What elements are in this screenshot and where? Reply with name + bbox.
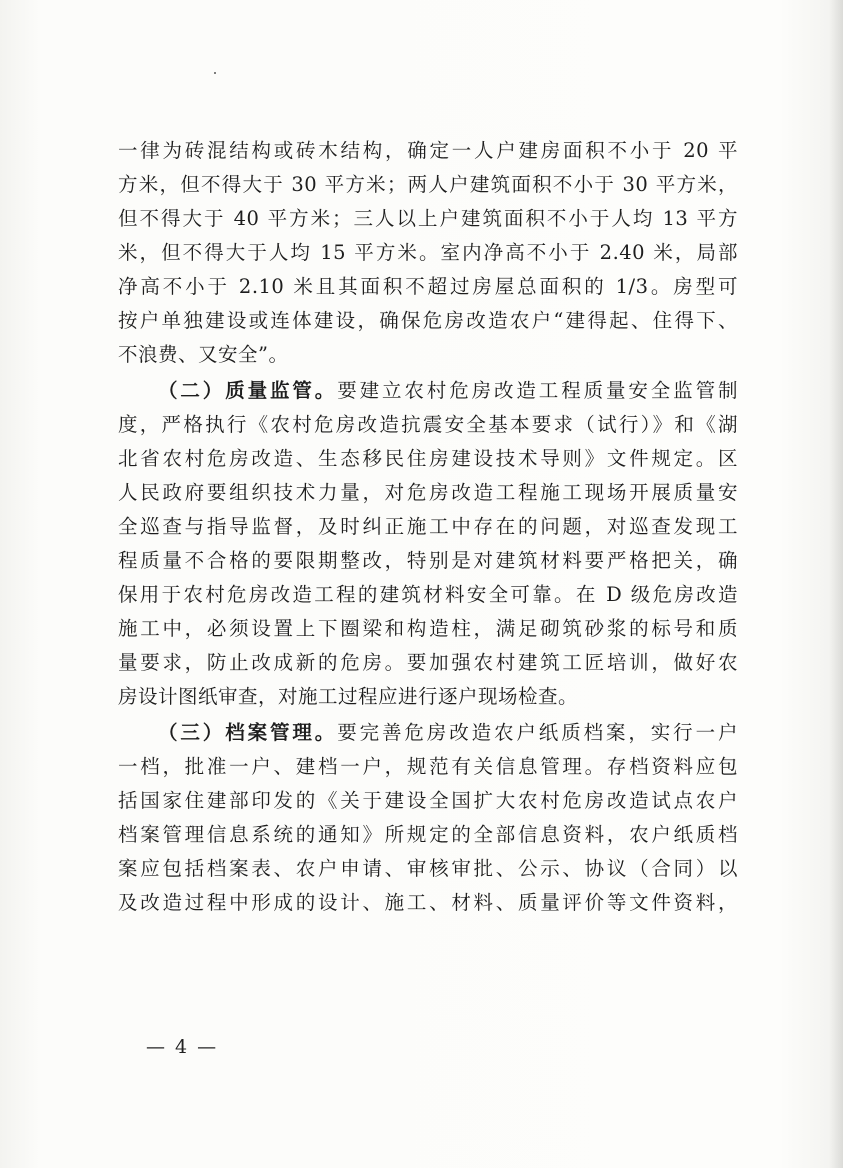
text-line: 保用于农村危房改造工程的建筑材料安全可靠。在 D 级危房改造 [118, 583, 738, 606]
text-line: 及改造过程中形成的设计、施工、材料、质量评价等文件资料， [118, 891, 738, 914]
text-line: 档案管理信息系统的通知》所规定的全部信息资料，农户纸质档 [118, 823, 738, 846]
text-line: 程质量不合格的要限期整改，特别是对建筑材料要严格把关，确 [118, 549, 738, 572]
paragraph-first-line [118, 716, 738, 750]
scan-edge-shadow [829, 0, 843, 1168]
text-line: 方米，但不得大于 30 平方米；两人户建筑面积不小于 30 平方米， [118, 173, 738, 196]
text-line: 按户单独建设或连体建设，确保危房改造农户“建得起、住得下、 [118, 309, 738, 332]
body-text [118, 134, 738, 920]
text-line: 米，但不得大于人均 15 平方米。室内净高不小于 2.40 米，局部 [118, 241, 738, 264]
paragraph-first-line [118, 374, 738, 408]
text-line: 全巡查与指导监督，及时纠正施工中存在的问题，对巡查发现工 [118, 515, 738, 538]
text-line: 一律为砖混结构或砖木结构，确定一人户建房面积不小于 20 平 [118, 139, 738, 162]
text-line: 括国家住建部印发的《关于建设全国扩大农村危房改造试点农户 [118, 789, 738, 812]
section-heading-archive: （三）档案管理。 [158, 721, 338, 744]
text-line: 度，严格执行《农村危房改造抗震安全基本要求（试行）》和《湖 [118, 413, 738, 436]
text-line: 一档，批准一户、建档一户，规范有关信息管理。存档资料应包 [118, 755, 738, 778]
text-line: 案应包括档案表、农户申请、审核审批、公示、协议（合同）以 [118, 857, 738, 880]
section-heading-quality: （二）质量监管。 [158, 379, 338, 402]
text-line: 人民政府要组织技术力量，对危房改造工程施工现场开展质量安 [118, 481, 738, 504]
text-line: 但不得大于 40 平方米；三人以上户建筑面积不小于人均 13 平方 [118, 207, 738, 230]
text-line: 不浪费、又安全”。 [118, 343, 289, 366]
text-line: 北省农村危房改造、生态移民住房建设技术导则》文件规定。区 [118, 447, 738, 470]
text-line: 施工中，必须设置上下圈梁和构造柱，满足砌筑砂浆的标号和质 [118, 617, 738, 640]
text-line: 房设计图纸审查，对施工过程应进行逐户现场检查。 [118, 685, 579, 708]
text-line: 量要求，防止改成新的危房。要加强农村建筑工匠培训，做好农 [118, 651, 738, 674]
page-number: — 4 — [146, 1036, 219, 1058]
scan-speck [214, 72, 216, 74]
text-line: 净高不小于 2.10 米且其面积不超过房屋总面积的 1/3。房型可 [118, 275, 738, 298]
text-span: 要完善危房改造农户纸质档案，实行一户 [337, 721, 738, 744]
text-span: 要建立农村危房改造工程质量安全监管制 [337, 379, 738, 402]
